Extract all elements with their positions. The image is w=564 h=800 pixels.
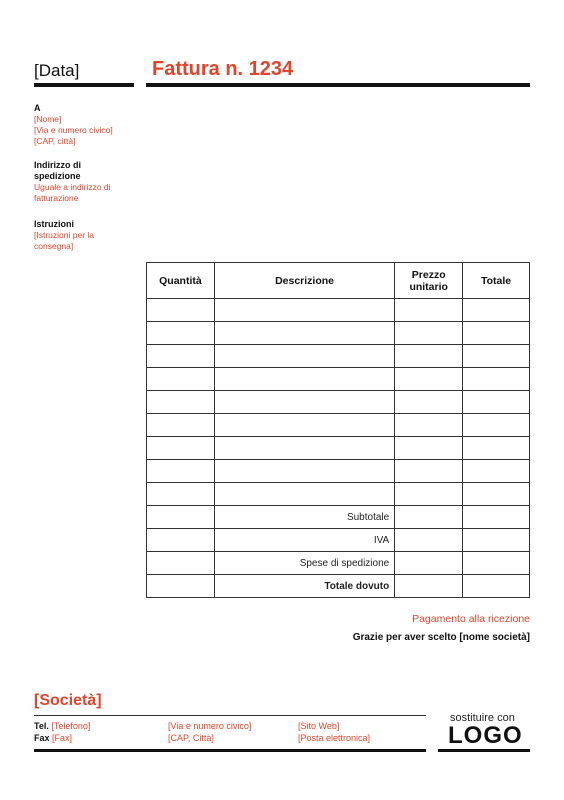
cell-unit-price[interactable]: [395, 299, 463, 322]
header-quantity: Quantità: [147, 263, 215, 299]
table-row[interactable]: [147, 368, 530, 391]
fax-value: [Fax]: [52, 733, 73, 743]
cell-description[interactable]: [214, 299, 394, 322]
cell-unit-price[interactable]: [395, 322, 463, 345]
cell-empty: [147, 575, 215, 598]
cell-total[interactable]: [463, 322, 530, 345]
cell-total[interactable]: [463, 368, 530, 391]
header-unit-price-label: Prezzo unitario: [409, 268, 448, 293]
instructions-label: Istruzioni: [34, 219, 74, 229]
cell-total[interactable]: [463, 483, 530, 506]
invoice-title: Fattura n. 1234: [152, 58, 294, 80]
company-name: [Società]: [34, 692, 102, 709]
thank-you-note: Grazie per aver scelto [nome società]: [352, 632, 530, 643]
table-row[interactable]: [147, 437, 530, 460]
cell-empty: [147, 552, 215, 575]
cell-quantity[interactable]: [147, 460, 215, 483]
table-row[interactable]: [147, 391, 530, 414]
cell-description[interactable]: [214, 460, 394, 483]
footer-bar: [34, 749, 426, 752]
cell-unit-price[interactable]: [395, 437, 463, 460]
cell-quantity[interactable]: [147, 391, 215, 414]
shipping-cost-value[interactable]: [463, 552, 530, 575]
date-divider: [34, 83, 134, 87]
shipping-block: [34, 160, 124, 204]
vat-price[interactable]: [395, 529, 463, 552]
cell-unit-price[interactable]: [395, 368, 463, 391]
shipping-cost-price[interactable]: [395, 552, 463, 575]
cell-description[interactable]: [214, 391, 394, 414]
instructions-value: [Istruzioni per la consegna]: [34, 230, 94, 251]
footer-address: [168, 720, 251, 744]
invoice-date: [Data]: [34, 61, 80, 80]
cell-quantity[interactable]: [147, 437, 215, 460]
billing-name: [Nome]: [34, 114, 62, 124]
cell-total[interactable]: [463, 345, 530, 368]
cell-total[interactable]: [463, 414, 530, 437]
cell-unit-price[interactable]: [395, 345, 463, 368]
cell-description[interactable]: [214, 437, 394, 460]
cell-quantity[interactable]: [147, 322, 215, 345]
footer-street: [Via e numero civico]: [168, 721, 252, 731]
cell-unit-price[interactable]: [395, 460, 463, 483]
total-due-label: Totale dovuto: [214, 575, 394, 598]
footer-web: [298, 720, 370, 744]
cell-quantity[interactable]: [147, 414, 215, 437]
table-row[interactable]: [147, 345, 530, 368]
subtotal-row: [147, 506, 530, 529]
subtotal-label: Subtotale: [214, 506, 394, 529]
header-unit-price: [395, 263, 463, 299]
billing-street: [Via e numero civico]: [34, 125, 113, 135]
subtotal-price[interactable]: [395, 506, 463, 529]
vat-row: [147, 529, 530, 552]
cell-quantity[interactable]: [147, 299, 215, 322]
cell-description[interactable]: [214, 322, 394, 345]
shipping-value: Uguale a indirizzo di fatturazione: [34, 182, 111, 203]
cell-total[interactable]: [463, 437, 530, 460]
payment-terms: Pagamento alla ricezione: [412, 613, 530, 625]
cell-total[interactable]: [463, 299, 530, 322]
footer-email: [Posta elettronica]: [298, 733, 371, 743]
cell-description[interactable]: [214, 483, 394, 506]
cell-empty: [147, 529, 215, 552]
shipping-cost-label: Spese di spedizione: [214, 552, 394, 575]
shipping-cost-row: [147, 552, 530, 575]
footer-contact: [34, 720, 90, 744]
table-row[interactable]: [147, 299, 530, 322]
cell-total[interactable]: [463, 391, 530, 414]
total-due-value[interactable]: [463, 575, 530, 598]
tel-label: Tel.: [34, 721, 49, 731]
instructions-block: [34, 219, 124, 252]
cell-description[interactable]: [214, 368, 394, 391]
table-header-row: [147, 263, 530, 299]
cell-description[interactable]: [214, 414, 394, 437]
table-row[interactable]: [147, 483, 530, 506]
billing-block: [34, 103, 134, 147]
cell-total[interactable]: [463, 460, 530, 483]
fax-label: Fax: [34, 733, 50, 743]
tel-value: [Telefono]: [51, 721, 91, 731]
total-due-row: [147, 575, 530, 598]
shipping-label: Indirizzo di spedizione: [34, 160, 81, 181]
logo-placeholder[interactable]: LOGO: [448, 722, 523, 749]
table-row[interactable]: [147, 322, 530, 345]
logo-placeholder-caption: sostituire con: [450, 712, 515, 724]
total-due-price[interactable]: [395, 575, 463, 598]
table-row[interactable]: [147, 414, 530, 437]
logo-bar: [438, 749, 530, 752]
cell-quantity[interactable]: [147, 345, 215, 368]
cell-description[interactable]: [214, 345, 394, 368]
footer-divider: [34, 715, 426, 716]
billing-label: A: [34, 103, 41, 113]
cell-unit-price[interactable]: [395, 414, 463, 437]
vat-value[interactable]: [463, 529, 530, 552]
billing-city: [CAP, città]: [34, 136, 76, 146]
table-row[interactable]: [147, 460, 530, 483]
title-divider: [146, 83, 530, 87]
header-total: Totale: [463, 263, 530, 299]
footer-website: [Sito Web]: [298, 721, 340, 731]
invoice-table: [146, 262, 530, 598]
cell-unit-price[interactable]: [395, 391, 463, 414]
cell-quantity[interactable]: [147, 368, 215, 391]
cell-unit-price[interactable]: [395, 483, 463, 506]
header-description: Descrizione: [214, 263, 394, 299]
cell-quantity[interactable]: [147, 483, 215, 506]
subtotal-value[interactable]: [463, 506, 530, 529]
vat-label: IVA: [214, 529, 394, 552]
footer-city: [CAP, Città]: [168, 733, 214, 743]
cell-empty: [147, 506, 215, 529]
